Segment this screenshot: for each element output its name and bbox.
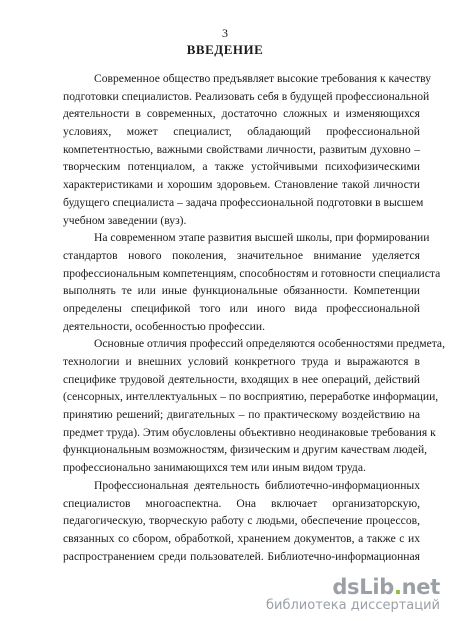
site-watermark[interactable] xyxy=(266,576,440,613)
logo-tld: net xyxy=(401,575,440,599)
logo-main: dsLib xyxy=(332,575,394,599)
logo-dot: . xyxy=(393,575,402,599)
text-line: распространением среди пользователей. Библиотечно-информационная xyxy=(63,549,420,563)
page-number: 3 xyxy=(222,26,228,40)
paragraph xyxy=(63,335,445,477)
text-line: творческим потенциалом, а также устойчивыми психофизическими xyxy=(63,160,420,174)
text-line: Профессиональная деятельность библиотечно-информационных xyxy=(94,478,420,492)
text-line: стандартов нового поколения, значительное внимание уделяется xyxy=(63,248,420,262)
paragraph xyxy=(63,229,441,335)
text-line: специалистов многоаспектна. Она включает организаторскую, xyxy=(63,496,420,510)
text-line: (сенсорных, интеллектуальных – по восприятию, переработке информации, xyxy=(63,390,439,404)
text-line: профессионально занимающихся тем или иным видом труда. xyxy=(63,461,366,475)
text-line: педагогическую, творческую работу с людьми, обеспечение процессов, xyxy=(63,514,420,528)
text-line: профессиональным компетенциям, способностям и готовности специалиста xyxy=(63,266,441,280)
text-line: функциональным возможностям, физическим и другим качествам людей, xyxy=(63,443,428,457)
text-line: связанных со сбором, обработкой, хранением документов, а также с их xyxy=(63,531,420,545)
text-line: деятельности в современных, достаточно сложных и изменяющихся xyxy=(63,107,420,121)
text-line: На современном этапе развития высшей школы, при формировании xyxy=(94,231,430,245)
text-line: будущего специалиста – задача профессиональной подготовки в высшем xyxy=(63,195,424,209)
section-heading: ВВЕДЕНИЕ xyxy=(186,42,264,57)
text-line: учебном заведении (вуз). xyxy=(63,213,187,227)
text-line: Основные отличия профессий определяются особенностями предмета, xyxy=(94,337,445,351)
watermark-tagline: библиотека диссертаций xyxy=(266,598,440,613)
text-line: определены спецификой того или иного вида профессиональной xyxy=(63,301,420,315)
dslib-logo xyxy=(266,576,440,598)
text-line: технологии и внешних условий конкретного труда и выражаются в xyxy=(63,355,420,368)
body-text xyxy=(63,70,445,565)
text-line: принятию решений; двигательных – по практическому воздействию на xyxy=(63,408,420,422)
text-line: предмет труда). Этим обусловлены объективно неодинаковые требования к xyxy=(63,425,436,439)
text-line: характеристиками и хорошим здоровьем. Становление такой личности xyxy=(63,178,420,192)
text-line: компетентностью, важными свойствами личности, развитым духовно – xyxy=(63,142,420,156)
text-line: специфике трудовой деятельности, входящих в нее операций, действий xyxy=(63,372,420,386)
text-line: Современное общество предъявляет высокие требования к качеству xyxy=(94,72,432,85)
text-line: деятельности, особенностью профессии. xyxy=(63,319,265,333)
text-line: подготовки специалистов. Реализовать себя в будущей профессиональной xyxy=(63,89,430,103)
text-line: условиях, может специалист, обладающий профессиональной xyxy=(63,125,420,139)
paragraph xyxy=(63,70,432,229)
text-line: выполнять те или иные функциональные обязанности. Компетенции xyxy=(63,284,420,298)
paragraph xyxy=(63,477,420,565)
